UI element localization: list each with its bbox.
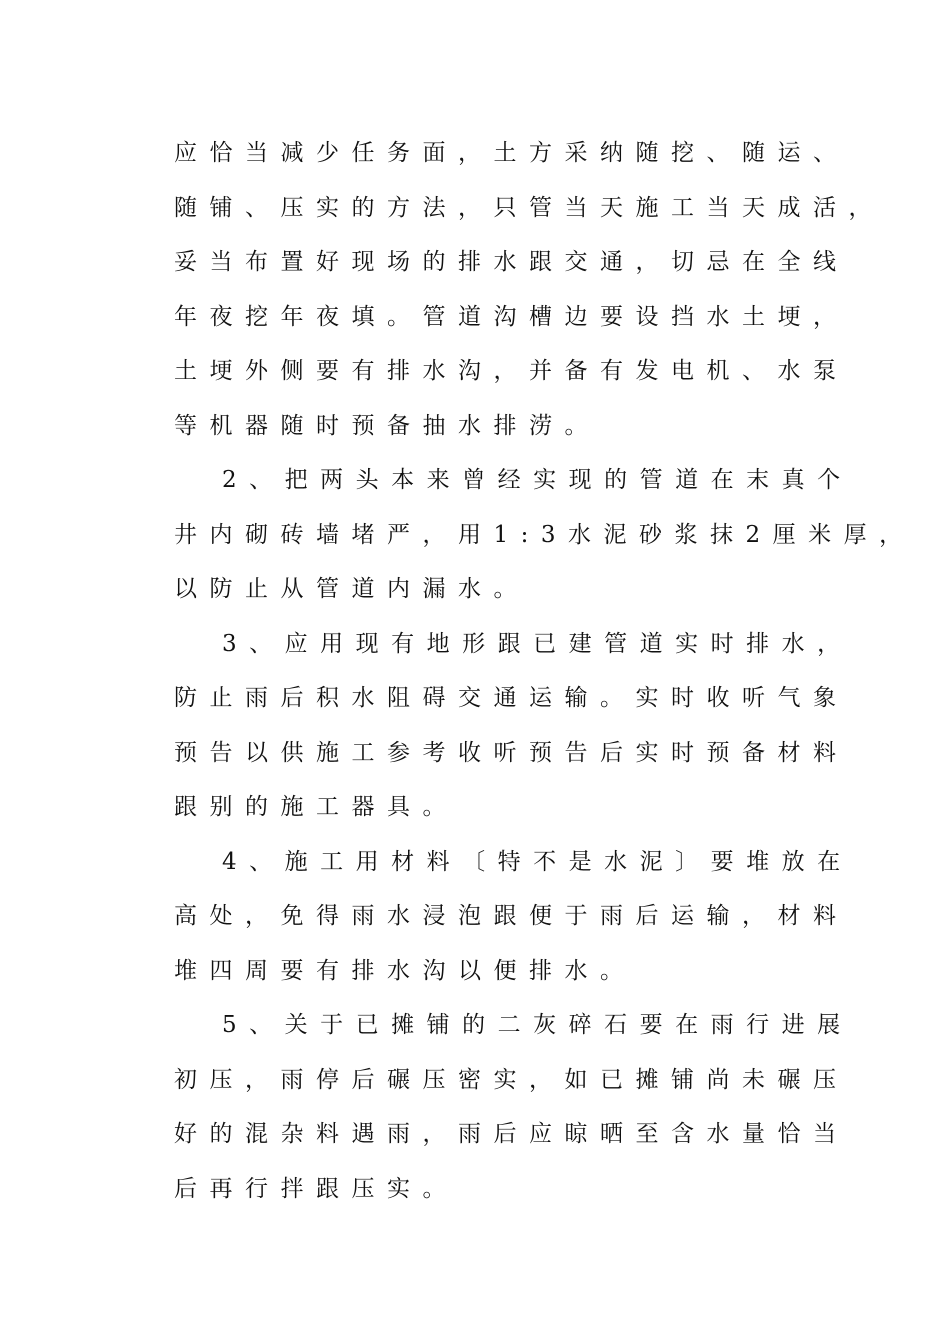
text-line-16: 堆四周要有排水沟以便排水。 <box>174 957 636 984</box>
text-line-4: 年夜挖年夜填。管道沟槽边要设挡水土埂， <box>174 303 849 330</box>
text-line-7: 2、把两头本来曾经实现的管道在末真个 <box>222 467 853 493</box>
text-line-12: 预告以供施工参考收听预告后实时预备材料 <box>174 739 849 766</box>
text-line-20: 后再行拌跟压实。 <box>174 1175 458 1202</box>
text-line-8: 井内砌砖墙堵严，用1:3水泥砂浆抹2厘米厚， <box>174 521 915 548</box>
text-line-13: 跟别的施工器具。 <box>174 794 458 820</box>
text-line-5: 土埂外侧要有排水沟，并备有发电机、水泵 <box>174 358 849 384</box>
text-line-19: 好的混杂料遇雨，雨后应晾晒至含水量恰当 <box>174 1121 849 1147</box>
text-line-17: 5、关于已摊铺的二灰碎石要在雨行进展 <box>222 1012 853 1038</box>
text-line-10: 3、应用现有地形跟已建管道实时排水， <box>222 630 853 657</box>
body-text <box>174 126 915 1216</box>
text-line-2: 随铺、压实的方法，只管当天施工当天成活， <box>174 194 884 221</box>
text-line-3: 妥当布置好现场的排水跟交通，切忌在全线 <box>174 249 849 275</box>
text-line-11: 防止雨后积水阻碍交通运输。实时收听气象 <box>174 685 849 711</box>
text-line-1: 应恰当减少任务面，土方采纳随挖、随运、 <box>174 140 849 166</box>
text-line-9: 以防止从管道内漏水。 <box>174 576 529 602</box>
text-line-15: 高处，免得雨水浸泡跟便于雨后运输，材料 <box>174 903 849 929</box>
text-line-6: 等机器随时预备抽水排涝。 <box>174 412 600 439</box>
text-line-14: 4、施工用材料〔特不是水泥〕要堆放在 <box>222 848 853 875</box>
text-line-18: 初压，雨停后碾压密实，如已摊铺尚未碾压 <box>174 1066 849 1093</box>
